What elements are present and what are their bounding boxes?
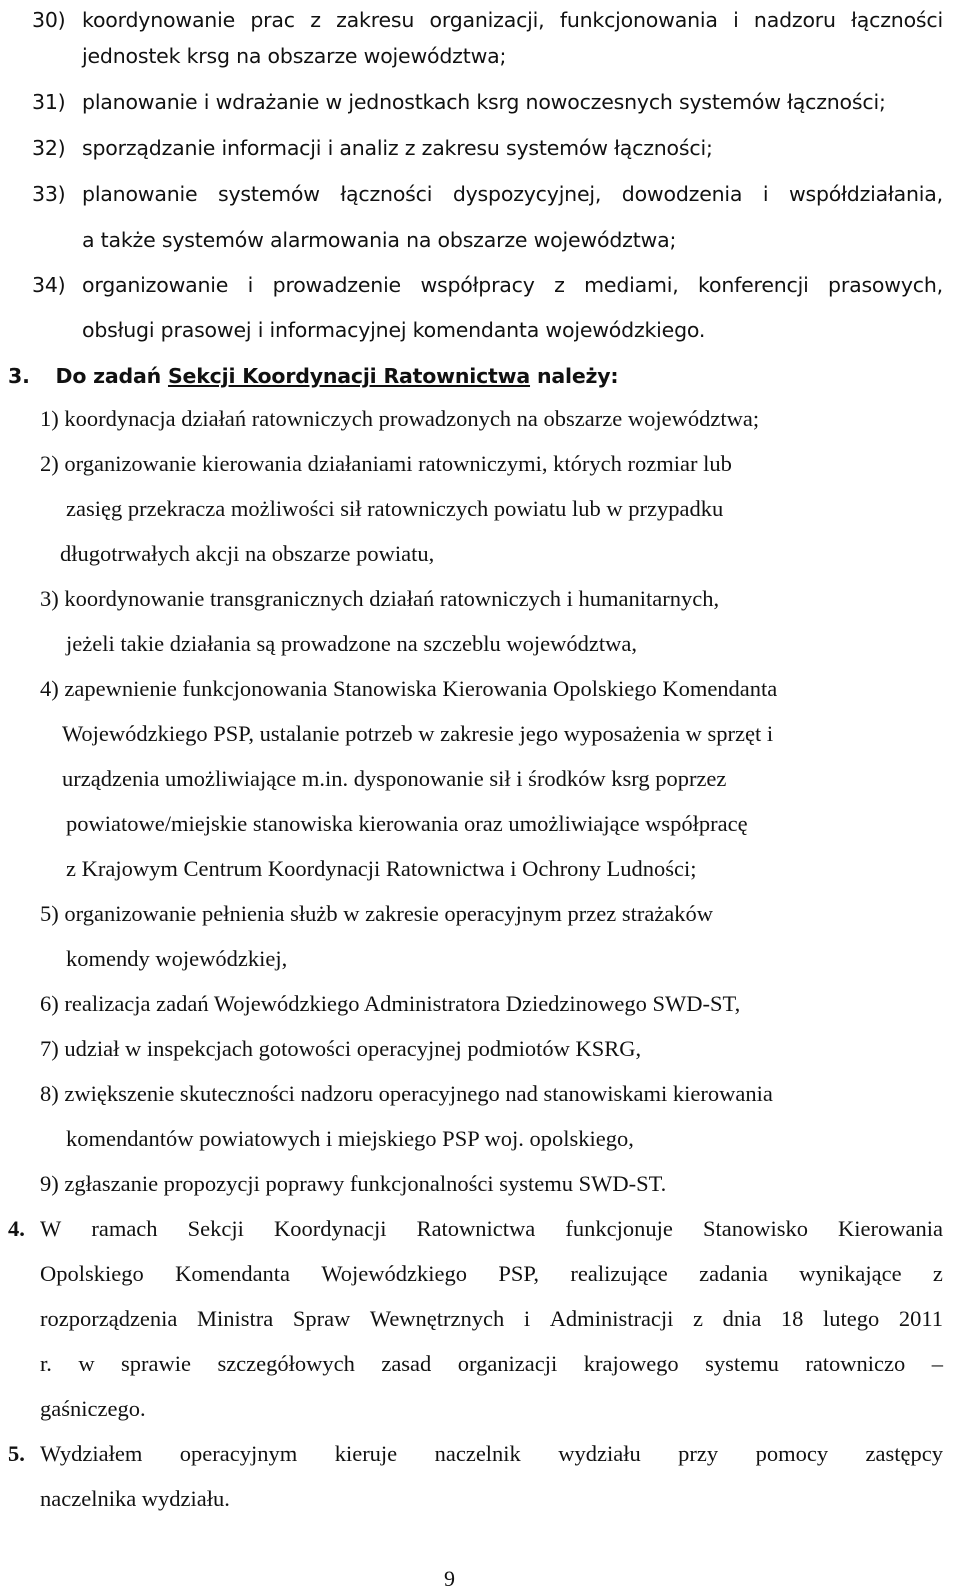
- section-3-item-1: 1) koordynacja działań ratowniczych prowadzonych na obszarze województwa;: [40, 406, 760, 431]
- section-3-item-7: 7) udział w inspekcjach gotowości operacyjnej podmiotów KSRG,: [40, 1036, 642, 1061]
- word: sprawie: [121, 1351, 191, 1376]
- word: organizacji,: [429, 8, 545, 32]
- section-3-item-2: 2) organizowanie kierowania działaniami ratowniczymi, których rozmiar lub: [40, 451, 732, 476]
- section-3-item-4-cont: powiatowe/miejskie stanowiska kierowania oraz umożliwiające współpracę: [66, 811, 748, 836]
- word: organizowanie: [82, 273, 229, 297]
- section-5-line: naczelnika wydziału.: [40, 1486, 230, 1511]
- section-3-item-8-cont: komendantów powiatowych i miejskiego PSP woj. opolskiego,: [66, 1126, 634, 1151]
- word: zadania: [699, 1261, 768, 1286]
- word: 2011: [898, 1306, 943, 1331]
- section-4-line: [40, 1218, 943, 1241]
- word: systemów: [218, 182, 320, 206]
- section-3-item-5-cont: komendy wojewódzkiej,: [66, 946, 288, 971]
- section-3-item-4-cont: Wojewódzkiego PSP, ustalanie potrzeb w zakresie jego wyposażenia w sprzęt i: [62, 721, 774, 746]
- word: organizacji: [457, 1351, 558, 1376]
- section-5-line: [40, 1443, 943, 1466]
- word: dyspozycyjnej,: [452, 182, 602, 206]
- word: z: [932, 1261, 943, 1286]
- word: Wewnętrznych: [369, 1306, 505, 1331]
- word: prowadzenie: [272, 273, 401, 297]
- section-3-item-9: 9) zgłaszanie propozycji poprawy funkcjonalności systemu SWD-ST.: [40, 1171, 667, 1196]
- word: koordynowanie: [82, 8, 236, 32]
- item-text-line: jednostek krsg na obszarze województwa;: [82, 44, 507, 68]
- word: łączności: [851, 8, 943, 32]
- section-3-heading: [8, 366, 618, 387]
- word: Spraw: [292, 1306, 351, 1331]
- word: zakresu: [336, 8, 415, 32]
- section-3-item-4-cont: urządzenia umożliwiające m.in. dysponowanie sił i środków ksrg poprzez: [62, 766, 727, 791]
- word: Wojewódzkiego: [321, 1261, 468, 1286]
- word: Opolskiego: [40, 1261, 144, 1286]
- section-4-number: 4.: [8, 1216, 25, 1241]
- section-3-item-3-cont: jeżeli takie działania są prowadzone na szczeblu województwa,: [66, 631, 637, 656]
- word: i: [247, 273, 254, 297]
- word: łączności: [340, 182, 433, 206]
- word: w: [78, 1351, 95, 1376]
- word: wydziału: [558, 1441, 641, 1466]
- item-text-line: [82, 275, 943, 296]
- word: zasad: [381, 1351, 432, 1376]
- item-number: 31): [32, 90, 66, 114]
- word: Stanowisko: [702, 1216, 808, 1241]
- word: –: [931, 1351, 943, 1376]
- word: planowanie: [82, 182, 198, 206]
- word: Ratownictwa: [416, 1216, 536, 1241]
- word: operacyjnym: [179, 1441, 298, 1466]
- word: z: [554, 273, 565, 297]
- section-3-item-6: 6) realizacja zadań Wojewódzkiego Administratora Dziedzinowego SWD-ST,: [40, 991, 741, 1016]
- word: funkcjonuje: [565, 1216, 673, 1241]
- word: systemu: [705, 1351, 779, 1376]
- item-number: 32): [32, 136, 66, 160]
- section-3-item-8: 8) zwiększenie skuteczności nadzoru operacyjnego nad stanowiskami kierowania: [40, 1081, 773, 1106]
- word: przy: [678, 1441, 719, 1466]
- item-number: 33): [32, 182, 66, 206]
- item-text-line: sporządzanie informacji i analiz z zakresu systemów łączności;: [82, 136, 713, 160]
- word: Sekcji: [187, 1216, 244, 1241]
- heading-prefix: Do zadań: [55, 364, 162, 388]
- item-number: 30): [32, 8, 66, 32]
- heading-underlined-name: Sekcji Koordynacji Ratownictwa: [167, 364, 531, 388]
- word: r.: [40, 1351, 52, 1376]
- word: Komendanta: [175, 1261, 291, 1286]
- section-3-item-5: 5) organizowanie pełnienia służb w zakresie operacyjnym przez strażaków: [40, 901, 714, 926]
- word: Wydziałem: [40, 1441, 143, 1466]
- word: realizujące: [570, 1261, 668, 1286]
- word: naczelnik: [434, 1441, 521, 1466]
- section-4-line: gaśniczego.: [40, 1396, 146, 1421]
- word: Kierowania: [838, 1216, 943, 1241]
- word: krajowego: [583, 1351, 679, 1376]
- word: współpracy: [420, 273, 535, 297]
- section-3-item-2-cont: długotrwałych akcji na obszarze powiatu,: [60, 541, 435, 566]
- word: Administracji: [549, 1306, 674, 1331]
- item-text-line: [82, 184, 943, 205]
- item-text-line: [82, 10, 943, 31]
- page-number: 9: [444, 1566, 455, 1591]
- word: mediami,: [584, 273, 679, 297]
- item-text-line: a także systemów alarmowania na obszarze województwa;: [82, 228, 677, 252]
- word: Ministra: [196, 1306, 274, 1331]
- word: funkcjonowania: [559, 8, 718, 32]
- word: współdziałania,: [788, 182, 943, 206]
- word: ramach: [91, 1216, 158, 1241]
- word: PSP,: [498, 1261, 540, 1286]
- word: wynikające: [799, 1261, 902, 1286]
- item-text-line: planowanie i wdrażanie w jednostkach ksrg nowoczesnych systemów łączności;: [82, 90, 886, 114]
- word: z: [693, 1306, 703, 1331]
- word: konferencji: [698, 273, 809, 297]
- section-3-item-2-cont: zasięg przekracza możliwości sił ratowniczych powiatu lub w przypadku: [66, 496, 724, 521]
- item-number: 34): [32, 273, 66, 297]
- word: zastępcy: [865, 1441, 943, 1466]
- word: lutego: [822, 1306, 880, 1331]
- section-3-item-4-cont: z Krajowym Centrum Koordynacji Ratownictwa i Ochrony Ludności;: [66, 856, 697, 881]
- word: rozporządzenia: [40, 1306, 178, 1331]
- item-text-line: obsługi prasowej i informacyjnej komendanta wojewódzkiego.: [82, 318, 706, 342]
- section-3-item-4: 4) zapewnienie funkcjonowania Stanowiska Kierowania Opolskiego Komendanta: [40, 676, 778, 701]
- word: i: [762, 182, 769, 206]
- word: pomocy: [755, 1441, 829, 1466]
- word: szczegółowych: [217, 1351, 355, 1376]
- word: prac: [250, 8, 295, 32]
- section-4-line: [40, 1353, 943, 1376]
- section-4-line: [40, 1263, 943, 1286]
- word: ratowniczo: [805, 1351, 906, 1376]
- section-5-number: 5.: [8, 1441, 25, 1466]
- heading-suffix: należy:: [536, 364, 619, 388]
- section-number: 3.: [8, 364, 30, 388]
- section-4-line: [40, 1308, 943, 1331]
- word: kieruje: [334, 1441, 398, 1466]
- word: 18: [780, 1306, 804, 1331]
- section-3-item-3: 3) koordynowanie transgranicznych działań ratowniczych i humanitarnych,: [40, 586, 720, 611]
- word: Koordynacji: [274, 1216, 387, 1241]
- word: W: [40, 1216, 62, 1241]
- word: i: [733, 8, 739, 32]
- word: nadzoru: [753, 8, 836, 32]
- word: i: [523, 1306, 531, 1331]
- word: prasowych,: [828, 273, 943, 297]
- word: dnia: [722, 1306, 762, 1331]
- word: dowodzenia: [621, 182, 743, 206]
- word: z: [310, 8, 321, 32]
